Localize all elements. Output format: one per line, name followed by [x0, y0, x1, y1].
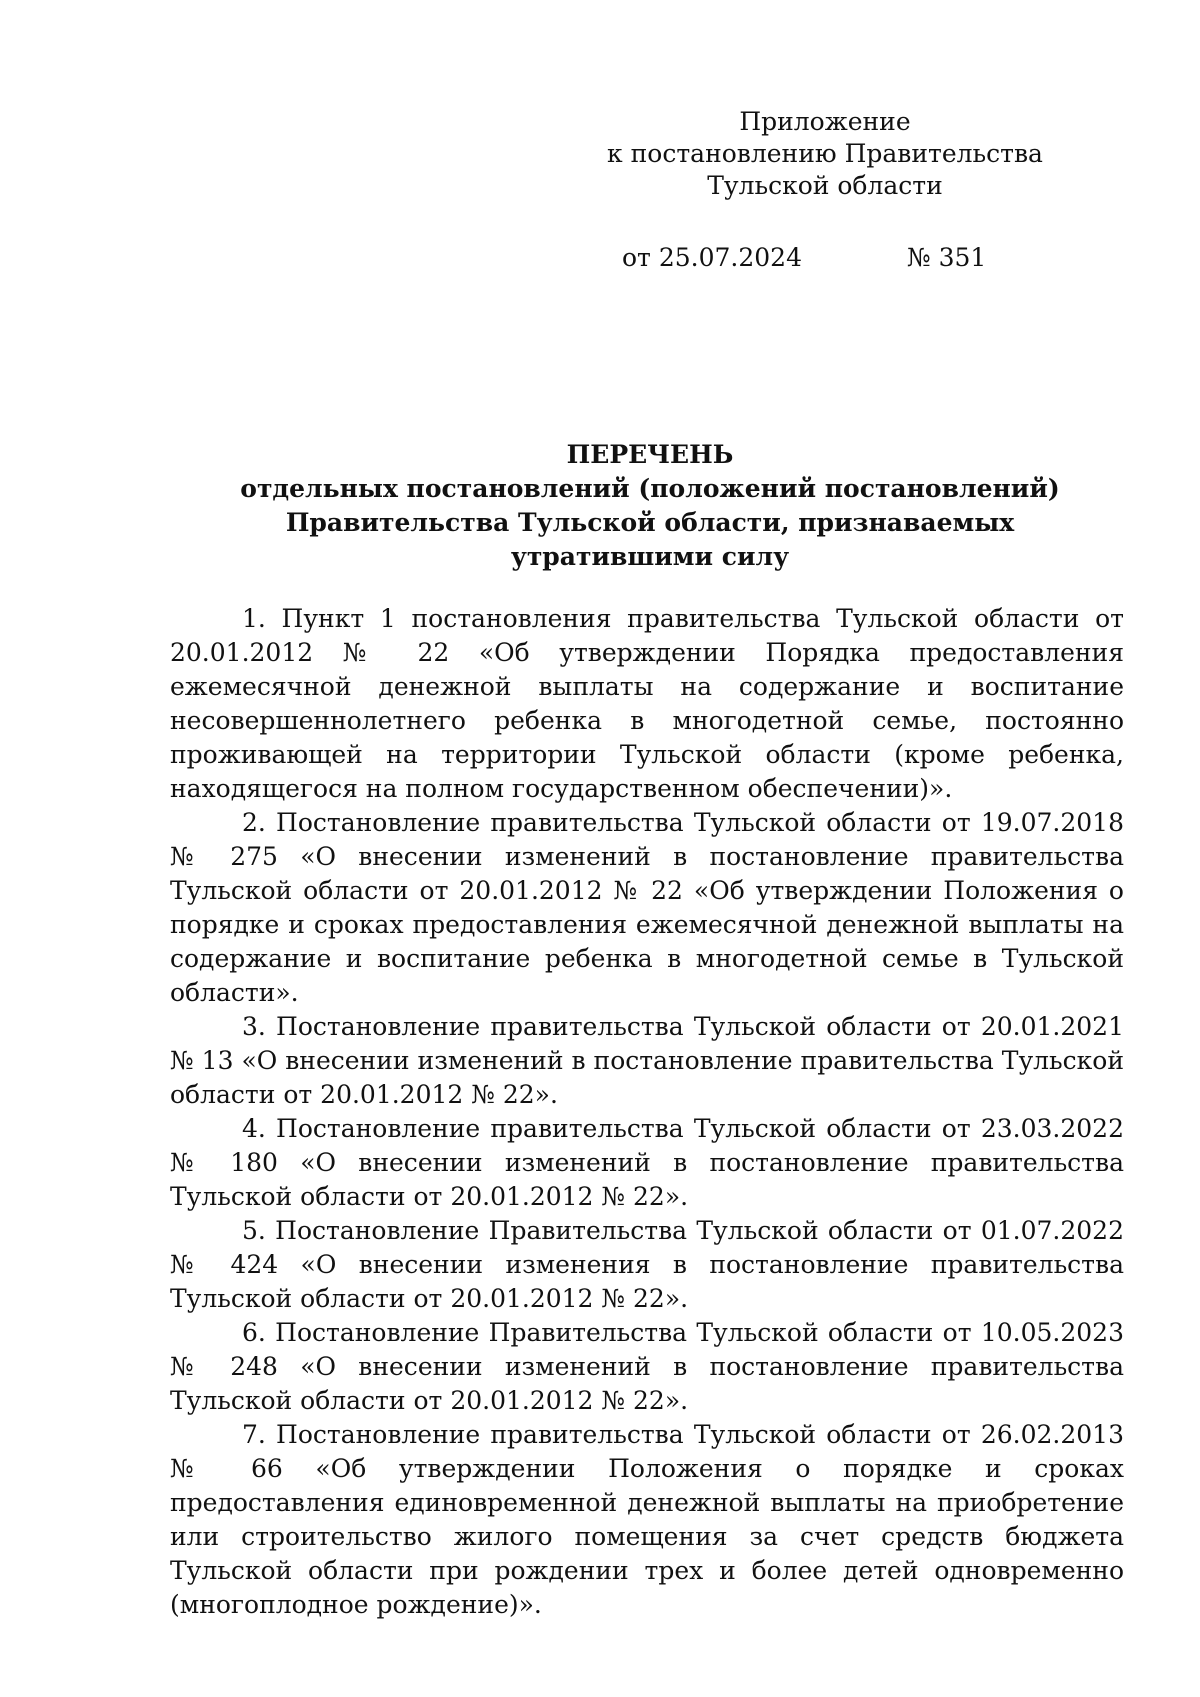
title-subheading-line-3: утратившими силу — [510, 542, 790, 571]
list-item-3: 3. Постановление правительства Тульской области от 20.01.2021 № 13 «О внесении изменений в постановление правительства Тульской области от 20.01.2012 № 22». — [170, 1012, 1124, 1109]
list-item-4: 4. Постановление правительства Тульской области от 23.03.2022 № 180 «О внесении изменений в постановление правительства Тульской области от 20.01.2012 № 22». — [170, 1114, 1124, 1211]
document-body — [170, 602, 1124, 1622]
list-item-5: 5. Постановление Правительства Тульской области от 01.07.2022 № 424 «О внесении изменения в постановление правительства Тульской области от 20.01.2012 № 22». — [170, 1216, 1124, 1313]
list-item-2: 2. Постановление правительства Тульской области от 19.07.2018 № 275 «О внесении изменений в постановление правительства Тульской области от 20.01.2012 № 22 «Об утверждении Положения о порядке и сроках предоставления ежемесячной денежной выплаты на содержание и воспитание ребенка в многодетной семье в Тульской области». — [170, 808, 1124, 1007]
annex-region: Тульской области — [707, 171, 943, 200]
title-heading: ПЕРЕЧЕНЬ — [566, 440, 734, 469]
title-subheading-line-2: Правительства Тульской области, признаваемых — [285, 508, 1015, 537]
document-title — [170, 438, 1130, 574]
annex-reference: к постановлению Правительства — [607, 139, 1043, 168]
resolution-number: № 351 — [907, 243, 987, 272]
list-item-6: 6. Постановление Правительства Тульской области от 10.05.2023 № 248 «О внесении изменений в постановление правительства Тульской области от 20.01.2012 № 22». — [170, 1318, 1124, 1415]
annex-header — [600, 106, 1050, 202]
title-subheading-line-1: отдельных постановлений (положений постановлений) — [240, 474, 1060, 503]
list-item-7: 7. Постановление правительства Тульской области от 26.02.2013 № 66 «Об утверждении Положения о порядке и сроках предоставления единовременной денежной выплаты на приобретение или строительство жилого помещения за счет средств бюджета Тульской области при рождении трех и более детей одновременно (многоплодное рождение)». — [170, 1420, 1124, 1619]
annex-title: Приложение — [739, 107, 911, 136]
list-item-1: 1. Пункт 1 постановления правительства Тульской области от 20.01.2012 № 22 «Об утверждении Порядка предоставления ежемесячной денежной выплаты на содержание и воспитание несовершеннолетнего ребенка в многодетной семье, постоянно проживающей на территории Тульской области (кроме ребенка, находящегося на полном государственном обеспечении)». — [170, 604, 1124, 803]
resolution-date: от 25.07.2024 — [622, 243, 802, 272]
